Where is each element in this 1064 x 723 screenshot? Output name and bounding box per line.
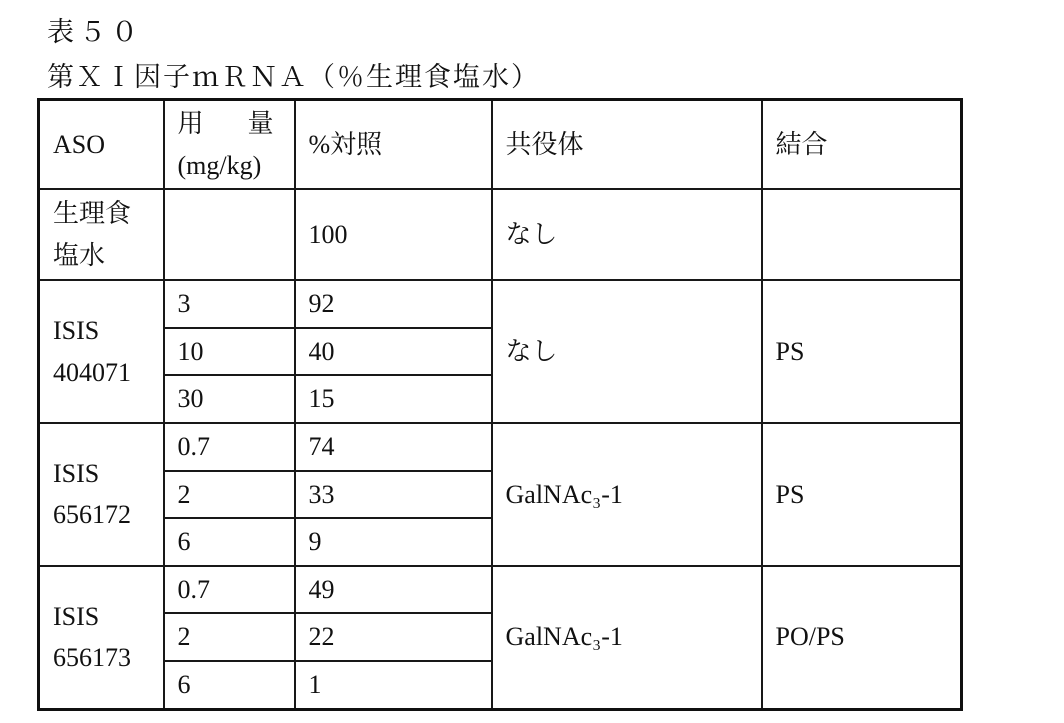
cell-aso: ISIS 656173 bbox=[39, 566, 164, 709]
cell-pct-control: 74 bbox=[295, 423, 492, 471]
cell-conjugate: GalNAc₃-1 bbox=[492, 423, 762, 566]
cell-dose: 0.7 bbox=[164, 423, 295, 471]
table-row bbox=[39, 566, 962, 614]
cell-linkage: PS bbox=[762, 423, 962, 566]
cell-linkage: PO/PS bbox=[762, 566, 962, 709]
cell-pct-control: 49 bbox=[295, 566, 492, 614]
header-conjugate: 共役体 bbox=[492, 100, 762, 190]
header-dose bbox=[164, 100, 295, 190]
table-header-row bbox=[39, 100, 962, 190]
cell-conjugate: GalNAc₃-1 bbox=[492, 566, 762, 709]
cell-aso: ISIS 656172 bbox=[39, 423, 164, 566]
cell-dose: 6 bbox=[164, 661, 295, 709]
cell-aso: ISIS 404071 bbox=[39, 280, 164, 423]
table-row bbox=[39, 280, 962, 328]
header-dose-label: 用 量 bbox=[177, 109, 274, 138]
cell-pct-control: 100 bbox=[295, 189, 492, 280]
cell-pct-control: 40 bbox=[295, 328, 492, 376]
cell-pct-control: 15 bbox=[295, 375, 492, 423]
cell-conjugate: なし bbox=[492, 280, 762, 423]
cell-dose: 6 bbox=[164, 518, 295, 566]
table-row bbox=[39, 423, 962, 471]
cell-conjugate: なし bbox=[492, 189, 762, 280]
header-pct-control: %対照 bbox=[295, 100, 492, 190]
cell-linkage: PS bbox=[762, 280, 962, 423]
cell-dose: 10 bbox=[164, 328, 295, 376]
header-aso: ASO bbox=[39, 100, 164, 190]
cell-pct-control: 33 bbox=[295, 471, 492, 519]
cell-dose: 30 bbox=[164, 375, 295, 423]
cell-dose: 3 bbox=[164, 280, 295, 328]
cell-pct-control: 1 bbox=[295, 661, 492, 709]
header-dose-unit: (mg/kg) bbox=[177, 150, 262, 180]
header-linkage: 結合 bbox=[762, 100, 962, 190]
factor-xi-mrna-table bbox=[37, 98, 963, 711]
table-title: 第ＸＩ因子ｍＲＮＡ（％生理食塩水） bbox=[47, 62, 540, 92]
cell-pct-control: 9 bbox=[295, 518, 492, 566]
table-row-saline bbox=[39, 189, 962, 280]
cell-aso: 生理食塩水 bbox=[39, 189, 164, 280]
cell-linkage bbox=[762, 189, 962, 280]
cell-dose: 0.7 bbox=[164, 566, 295, 614]
cell-dose: 2 bbox=[164, 471, 295, 519]
cell-dose bbox=[164, 189, 295, 280]
cell-pct-control: 92 bbox=[295, 280, 492, 328]
cell-dose: 2 bbox=[164, 613, 295, 661]
table-number-label: 表５０ bbox=[47, 17, 143, 47]
cell-pct-control: 22 bbox=[295, 613, 492, 661]
